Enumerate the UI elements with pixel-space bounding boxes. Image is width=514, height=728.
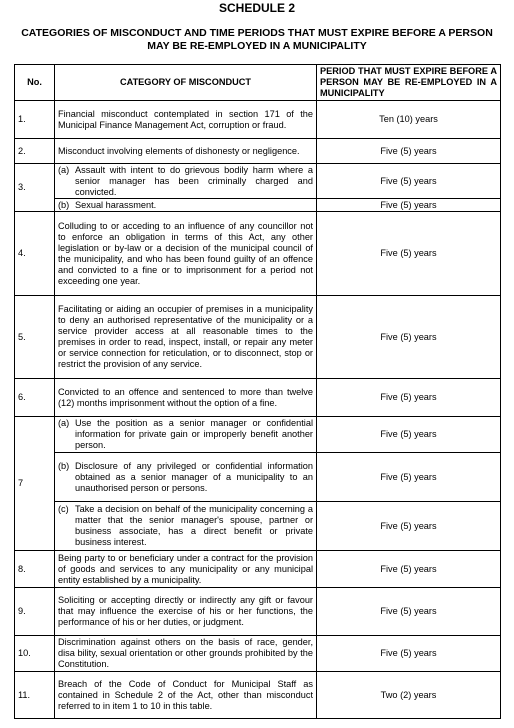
row-number: 2.: [15, 139, 55, 164]
misconduct-category: Being party to or beneficiary under a contract for the provision of goods and services to any municipality or any municipal entity established by a municipality.: [55, 551, 317, 588]
misconduct-category: [55, 417, 317, 453]
misconduct-category: Financial misconduct contemplated in section 171 of the Municipal Finance Management Act, corruption or fraud.: [55, 101, 317, 139]
expiry-period: Five (5) years: [317, 551, 501, 588]
sub-item-label: (b): [58, 460, 70, 471]
misconduct-category: Misconduct involving elements of dishonesty or negligence.: [55, 139, 317, 164]
sub-item-label: (a): [58, 164, 70, 175]
row-number: 5.: [15, 296, 55, 379]
table-row: [15, 139, 501, 164]
expiry-period: Five (5) years: [317, 296, 501, 379]
table-row: [15, 101, 501, 139]
table-row: [15, 672, 501, 719]
table-row: [15, 502, 501, 551]
misconduct-category: [55, 502, 317, 551]
expiry-period: Five (5) years: [317, 212, 501, 296]
schedule-heading: CATEGORIES OF MISCONDUCT AND TIME PERIODS THAT MUST EXPIRE BEFORE A PERSON MAY BE RE-EMPLOYED IN A MUNICIPALITY: [21, 27, 493, 52]
column-header-no: No.: [15, 65, 55, 101]
table-row: [15, 379, 501, 417]
column-header-category: CATEGORY OF MISCONDUCT: [55, 65, 317, 101]
expiry-period: Five (5) years: [317, 417, 501, 453]
row-number: 9.: [15, 588, 55, 636]
table-row: [15, 551, 501, 588]
misconduct-category: Colluding to or acceding to an influence of any councillor not to enforce an obligation in terms of this Act, any other legislation or by-law or a decision of the municipal council of the municipality, and who has been found guilty of an offence and convicted to a fine or to imprisonment for a period not exceeding one year.: [55, 212, 317, 296]
sub-item-label: (a): [58, 418, 70, 428]
row-number: 1.: [15, 101, 55, 139]
row-number: 7: [15, 417, 55, 551]
expiry-period: Five (5) years: [317, 139, 501, 164]
sub-item-text: Sexual harassment.: [75, 199, 157, 210]
row-number: 8.: [15, 551, 55, 588]
misconduct-category: Facilitating or aiding an occupier of premises in a municipality to deny an authorised representative of the municipality or a service provider access at all reasonable times to the premises in order to read, inspect, install, or repair any meter or service connection for reticulation, or to disconnect, stop or restrict the provision of any service.: [55, 296, 317, 379]
expiry-period: Five (5) years: [317, 379, 501, 417]
expiry-period: Five (5) years: [317, 453, 501, 502]
row-number: 6.: [15, 379, 55, 417]
misconduct-category: Discrimination against others on the basis of race, gender, disa bility, sexual orientation or other grounds prohibited by the Constitution.: [55, 636, 317, 672]
expiry-period: Five (5) years: [317, 502, 501, 551]
sub-item-text: Disclosure of any privileged or confidential information obtained as a senior manager of a municipality to an unauthorised person or persons.: [75, 460, 313, 493]
misconduct-category: [55, 164, 317, 199]
table-row: [15, 212, 501, 296]
schedule-title: SCHEDULE 2: [218, 1, 295, 15]
table-row: [15, 296, 501, 379]
misconduct-category: [55, 453, 317, 502]
expiry-period: Ten (10) years: [317, 101, 501, 139]
sub-item-text: Use the position as a senior manager or confidential information for private gain or improperly benefit another person.: [75, 418, 313, 450]
table-header-row: [15, 65, 501, 101]
row-number: 3.: [15, 164, 55, 212]
expiry-period: Five (5) years: [317, 164, 501, 199]
table-row: [15, 636, 501, 672]
expiry-period: Five (5) years: [317, 588, 501, 636]
table-row: [15, 417, 501, 453]
expiry-period: Five (5) years: [317, 636, 501, 672]
column-header-period: PERIOD THAT MUST EXPIRE BEFORE A PERSON MAY BE RE-EMPLOYED IN A MUNICIPALITY: [317, 65, 501, 101]
row-number: 4.: [15, 212, 55, 296]
table-row: [15, 199, 501, 212]
expiry-period: Five (5) years: [317, 199, 501, 212]
misconduct-category: Breach of the Code of Conduct for Municipal Staff as contained in Schedule 2 of the Act, other than misconduct referred to in item 1 to 10 in this table.: [55, 672, 317, 719]
row-number: 11.: [15, 672, 55, 719]
sub-item-label: (b): [58, 199, 70, 210]
table-row: [15, 588, 501, 636]
misconduct-category: Convicted to an offence and sentenced to more than twelve (12) months imprisonment without the option of a fine.: [55, 379, 317, 417]
sub-item-text: Assault with intent to do grievous bodily harm where a senior manager has been criminally charged and convicted.: [75, 164, 313, 197]
misconduct-table: [14, 64, 501, 719]
row-number: 10.: [15, 636, 55, 672]
misconduct-category: Soliciting or accepting directly or indirectly any gift or favour that may influence the exercise of his or her functions, the performance of his or her duties, or judgment.: [55, 588, 317, 636]
table-row: [15, 453, 501, 502]
expiry-period: Two (2) years: [317, 672, 501, 719]
sub-item-label: (c): [58, 504, 69, 514]
misconduct-category: [55, 199, 317, 212]
sub-item-text: Take a decision on behalf of the municipality concerning a matter that the senior manager's spouse, partner or business associate, has a direct benefit or private business interest.: [75, 504, 313, 547]
table-row: [15, 164, 501, 199]
